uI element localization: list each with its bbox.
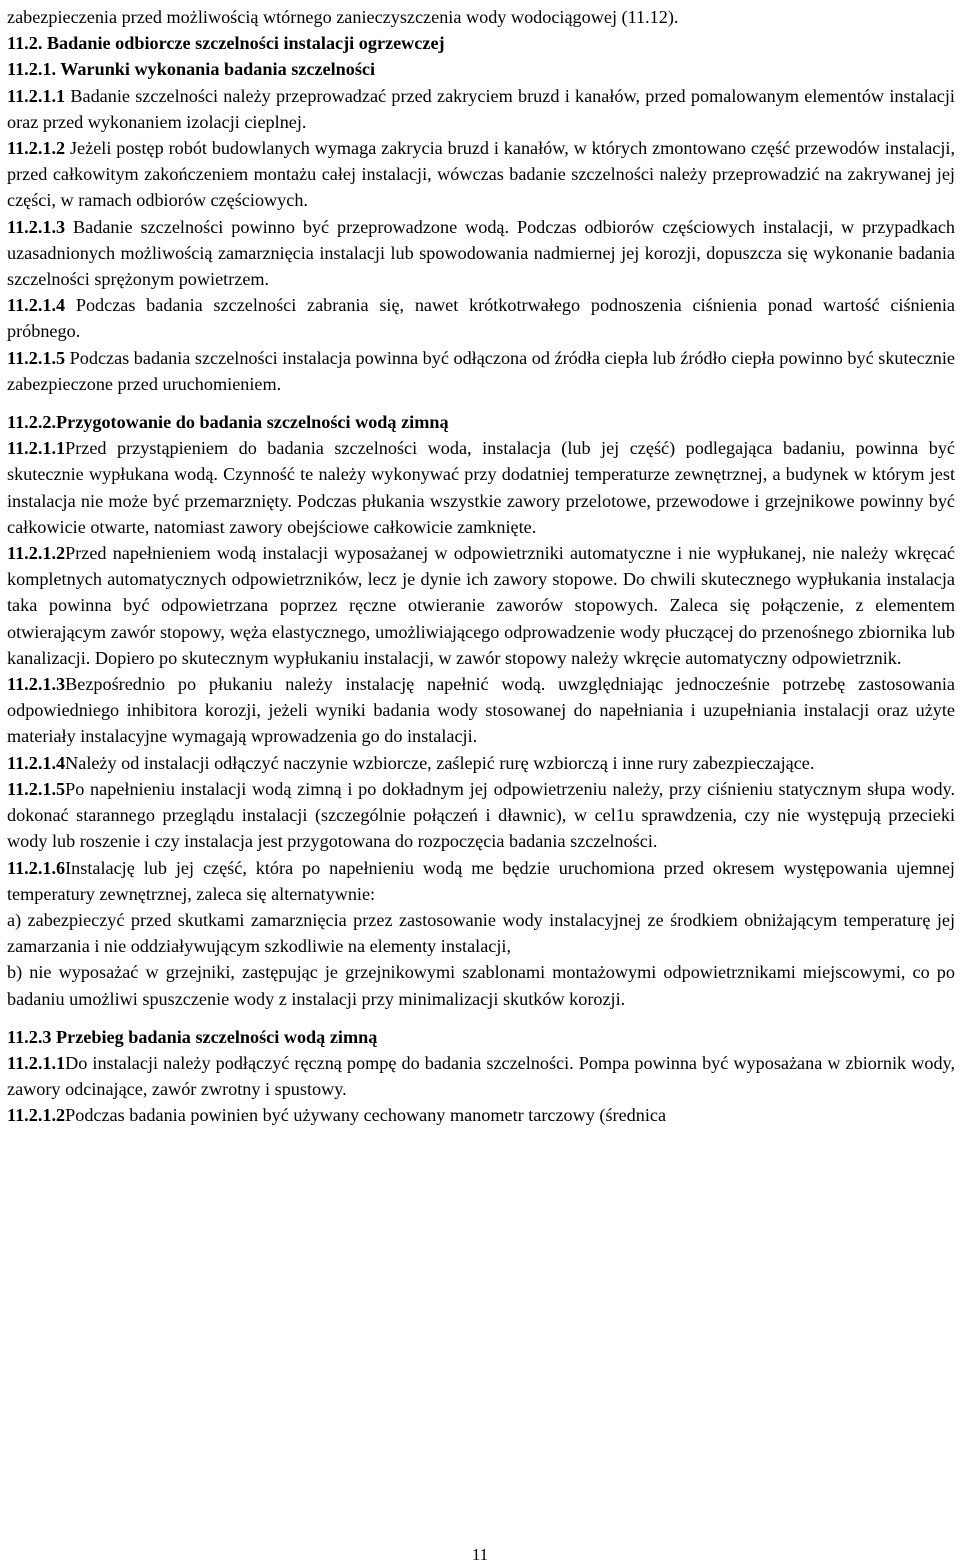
paragraph-continuation: zabezpieczenia przed możliwością wtórnego zanieczyszczenia wody wodociągowej (11.12). xyxy=(7,7,679,27)
paragraph-item: 11.2.1.1Do instalacji należy podłączyć ręczną pompę do badania szczelności. Pompa powinna być wyposażana w zbiornik wody, zawory odcinające, zawór zwrotny i spustowy. xyxy=(7,1052,955,1100)
document-body xyxy=(7,4,955,1129)
paragraph-item: 11.2.1.5Po napełnieniu instalacji wodą zimną i po dokładnym jej odpowietrzeniu należy, przy ciśnieniu statycznym słupa wody. dokonać starannego przeglądu instalacji (szczególnie połączeń i dławnic), w cel1u sprawdzenia, czy nie występują przecieki wody lub roszenie i czy instalacja jest przygotowana do rozpoczęcia badania szczelności. xyxy=(7,778,955,852)
paragraph-item: 11.2.1.3 Badanie szczelności powinno być przeprowadzone wodą. Podczas odbiorów częściowych instalacji, w przypadkach uzasadnionych możliwością zamarznięcia instalacji lub spowodowania nadmiernej jej korozji, dopuszcza się wykonanie badania szczelności sprężonym powietrzem. xyxy=(7,216,955,290)
paragraph-item: 11.2.1.1 Badanie szczelności należy przeprowadzać przed zakryciem bruzd i kanałów, przed pomalowanym elementów instalacji oraz przed wykonaniem izolacji cieplnej. xyxy=(7,85,955,132)
subsection-heading: 11.2.1. Warunki wykonania badania szczelności xyxy=(7,59,376,80)
list-item-a: a) zabezpieczyć przed skutkami zamarznięcia przez zastosowanie wody instalacyjnej ze środkiem obniżającym temperaturę jej zamarzania i nie oddziaływującym szkodliwie na elementy instalacji, xyxy=(7,909,955,957)
subsection-heading: 11.2.3 Przebieg badania szczelności wodą zimną xyxy=(7,1026,378,1047)
subsection-heading: 11.2.2.Przygotowanie do badania szczelności wodą zimną xyxy=(7,412,449,433)
paragraph-item: 11.2.1.6Instalację lub jej część, która po napełnieniu wodą me będzie uruchomiona przed okresem występowania ujemnej temperatury zewnętrznej, zaleca się alternatywnie: xyxy=(7,857,955,904)
list-item-b: b) nie wyposażać w grzejniki, zastępując je grzejnikowymi szablonami montażowymi odpowietrznikami miejscowymi, co po badaniu umożliwi spuszczenie wody z instalacji przy minimalizacji skutków korozji. xyxy=(7,962,955,1009)
paragraph-item: 11.2.1.5 Podczas badania szczelności instalacja powinna być odłączona od źródła ciepła lub źródło ciepła powinno być skutecznie zabezpieczone przed uruchomieniem. xyxy=(7,347,955,394)
page-number: 11 xyxy=(471,1545,489,1564)
paragraph-item: 11.2.1.4Należy od instalacji odłączyć naczynie wzbiorcze, zaślepić rurę wzbiorczą i inne rury zabezpieczające. xyxy=(7,752,815,773)
paragraph-item: 11.2.1.1Przed przystąpieniem do badania szczelności woda, instalacja (lub jej część) podlegająca badaniu, powinna być skutecznie wypłukana wodą. Czynność te należy wykonywać przy dodatniej temperaturze zewnętrznej, a budynek w którym jest instalacja nie może być przemarznięty. Podczas płukania wszystkie zawory przelotowe, przewodowe i grzejnikowe powinny być całkowicie otwarte, natomiast zawory obejściowe całkowicie zamknięte. xyxy=(7,438,955,537)
paragraph-item: 11.2.1.3Bezpośrednio po płukaniu należy instalację napełnić wodą. uwzględniając jednocześnie potrzebę zastosowania odpowiedniego inhibitora korozji, jeżeli wyniki badania wody stosowanej do napełniania i uzupełniania instalacji oraz użyte materiały instalacyjne wymagają wprowadzenia go do instalacji. xyxy=(7,674,955,747)
paragraph-item: 11.2.1.2 Jeżeli postęp robót budowlanych wymaga zakrycia bruzd i kanałów, w których zmontowano część przewodów instalacji, przed całkowitym zakończeniem montażu całej instalacji, wówczas badanie szczelności należy przeprowadzić na zakrywanej jej części, w ramach odbiorów częściowych. xyxy=(7,138,955,211)
section-heading: 11.2. Badanie odbiorcze szczelności instalacji ogrzewczej xyxy=(7,33,445,54)
paragraph-item: 11.2.1.2Podczas badania powinien być używany cechowany manometr tarczowy (średnica xyxy=(7,1105,667,1126)
paragraph-item: 11.2.1.4 Podczas badania szczelności zabrania się, nawet krótkotrwałego podnoszenia ciśnienia ponad wartość ciśnienia próbnego. xyxy=(7,295,955,342)
paragraph-item: 11.2.1.2Przed napełnieniem wodą instalacji wyposażanej w odpowietrzniki automatyczne i nie wypłukanej, nie należy wkręcać kompletnych automatycznych odpowietrzników, lecz je dynie ich zawory stopowe. Do chwili skutecznego wypłukania instalacja taka powinna być odpowietrzana poprzez ręczne otwieranie zaworów stopowych. Zaleca się połączenie, z elementem otwierającym zawór stopowy, węża elastycznego, umożliwiającego odprowadzenie wody płuczącej do przenośnego zbiornika lub kanalizacji. Dopiero po skutecznym wypłukaniu instalacji, w zawór stopowy należy wkręcie automatyczny odpowietrznik. xyxy=(7,543,955,668)
